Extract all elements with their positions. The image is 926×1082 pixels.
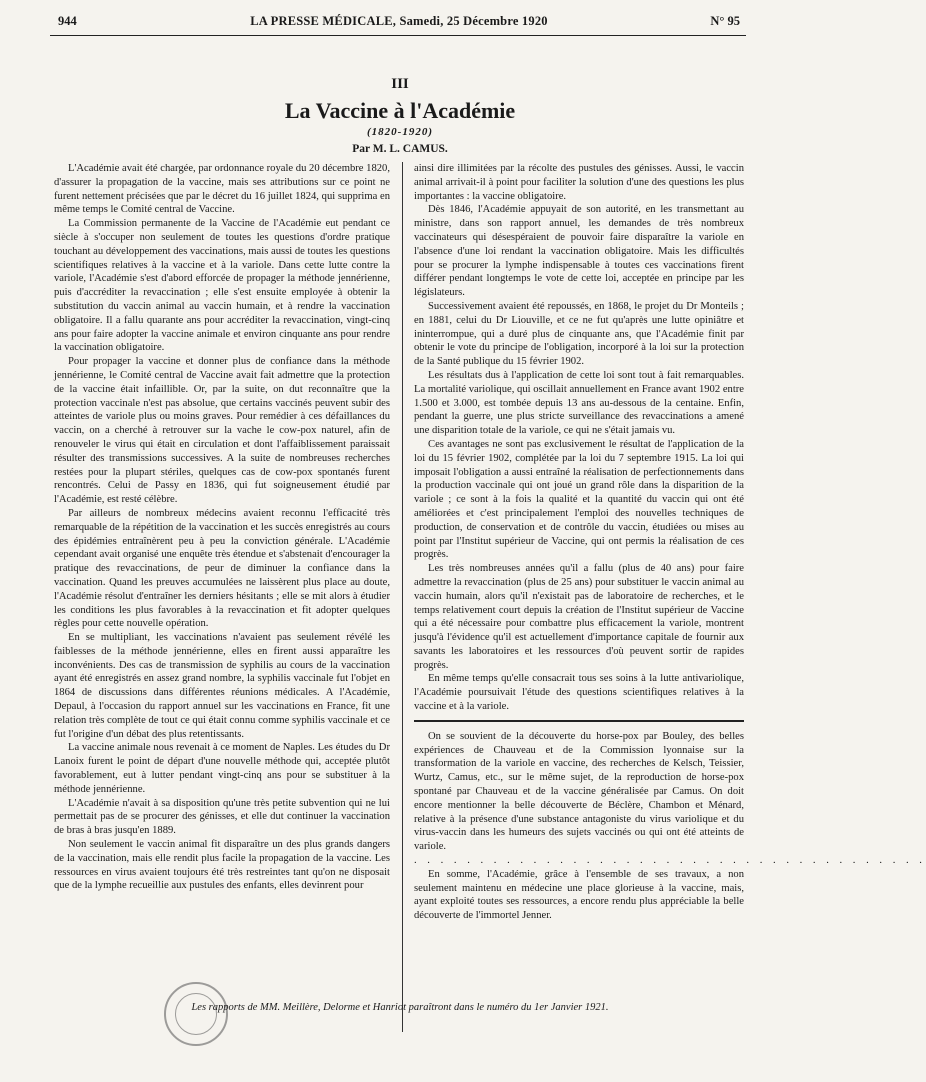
paragraph: En somme, l'Académie, grâce à l'ensemble de ses travaux, a non seulement maintenu en médecine une place glorieuse à la vaccine, mais, ayant exploité toutes ses ressources, a encore rendu plus appréciable la belle découverte de l'immortel Jenner.: [414, 868, 744, 922]
paragraph: La Commission permanente de la Vaccine de l'Académie eut pendant ce siècle à s'occuper non seulement de toutes les questions d'ordre pratique touchant au développement des vaccinations, mais aussi de toutes les questions scientifiques relatives à la vaccine et à la variole. Dans cette lutte contre la variole, l'Académie s'est d'abord efforcée de propager la méthode jennérienne, puis d'accréditer la revaccination ; elle s'est ensuite employée à obtenir la substitution du vaccin animal au vaccin humain, et à rendre la vaccination obligatoire. Il a fallu quarante ans pour accréditer la revaccination, vingt-cinq ans pour faire adopter la vaccine animale et environ cinquante ans pour rendre la vaccination obligatoire.: [54, 218, 390, 354]
library-stamp-icon: [164, 982, 228, 1046]
article-author: Par M. L. CAMUS.: [352, 143, 448, 155]
issue-number: N° 95: [710, 14, 740, 28]
paragraph: Les très nombreuses années qu'il a fallu (plus de 40 ans) pour faire admettre la revaccination (plus de 25 ans) pour substituer le vaccin animal au vaccin humain, alors qu'il n'existait pas de laboratoire de recherches, et le temps relativement court depuis la création de l'Institut supérieur de Vaccine qui a été nécessaire pour combattre plus efficacement la variole, montrent jusqu'à l'évidence qu'il est actuellement d'importance capitale de fournir aux savants les laboratoires et les ressources d'où peuvent sortir de rapides progrès.: [414, 563, 744, 671]
ellipsis-dots: . . . . . . . . . . . . . . . . . . . . . . . . . . . . . . . . . . . . . . .: [414, 855, 926, 867]
right-column: [414, 162, 926, 923]
paragraph: Successivement avaient été repoussés, en 1868, le projet du Dr Monteils ; en 1881, celui du Dr Liouville, et ce ne fut qu'après une lutte opiniâtre et ininterrompue, qui a duré plus de cinquante ans, que l'Académie finit par obtenir le vote du principe de l'obligation, incorporé à la loi sur la protection de la Santé publique du 15 février 1902.: [414, 300, 744, 368]
header-rule: [50, 35, 746, 36]
paragraph: Ces avantages ne sont pas exclusivement le résultat de l'application de la loi du 15 février 1902, complétée par la loi du 7 septembre 1915. La loi qui imposait l'obligation a aussi entraîné la réalisation de perfectionnements dans la production vaccinale qui ont joué un grand rôle dans la disparition de la variole ; ce sont à la fois la qualité et la quantité du vaccin qui ont été améliorées et c'est principalement l'emploi des nouvelles techniques de production, de conservation et de contrôle du vaccin, étudiées ou mises au point par l'Institut supérieur de Vaccine, qui ont permis la réalisation de ces progrès.: [414, 438, 744, 561]
paragraph: L'Académie avait été chargée, par ordonnance royale du 20 décembre 1820, d'assurer la propagation de la vaccine, mais ses attributions sur ce point ne furent nettement précisées que par le décret du 16 juillet 1824, qui supprima en même temps le Comité central de Vaccine.: [54, 163, 390, 216]
paragraph: La vaccine animale nous revenait à ce moment de Naples. Les études du Dr Lanoix furent le point de départ d'une nouvelle méthode qui, acceptée plutôt favorablement, eut à lutter pendant vingt-cinq ans pour se substituer à la méthode jennérienne.: [54, 742, 390, 795]
article-title: La Vaccine à l'Académie: [284, 98, 516, 123]
journal-title: [58, 14, 740, 29]
paragraph: Les résultats dus à l'application de cette loi sont tout à fait remarquables. La mortalité variolique, qui oscillait annuellement en France avant 1902 entre 1.500 et 3.000, est tombée depuis 13 ans au-dessous de la centaine. Enfin, pendant la guerre, une plus stricte surveillance des revaccinations a amené une disparition totale de la variole, ce qui ne s'était jamais vu.: [414, 369, 744, 437]
column-divider: [402, 162, 403, 1032]
section-separator: [414, 720, 744, 722]
paragraph: Dès 1846, l'Académie appuyait de son autorité, en les transmettant au ministre, dans son rapport annuel, les demandes de très nombreux vaccinateurs qui désespéraient de pouvoir faire disparaître la variole en l'absence d'une loi rendant la vaccination obligatoire. Mais les difficultés pour se procurer la lymphe indispensable à toutes ces vaccinations firent différer pendant longtemps le vote de cette loi, acceptée en principe par les législateurs.: [414, 204, 744, 299]
journal-name: LA PRESSE MÉDICALE,: [250, 14, 397, 28]
paragraph: Non seulement le vaccin animal fit disparaître un des plus grands dangers de la vaccination, mais elle rendit plus facile la propagation de la vaccine. Les ressources en virus avaient toujours été très restreintes tant qu'on ne disposait que de la lymphe recueillie aux pustules des enfants, elles devinrent pour: [54, 839, 390, 892]
page-number: 944: [58, 14, 77, 28]
running-header: [58, 14, 740, 32]
paragraph: Pour propager la vaccine et donner plus de confiance dans la méthode jennérienne, le Comité central de Vaccine avait fait admettre que la protection de la vaccine était infaillible. Or, par la suite, on dut reconnaître que la protection vaccinale n'est pas absolue, que certains vaccinés peuvent subir des atteintes de variole plus ou moins graves. Pour remédier à ces défaillances du vaccin, on a cherché à retrouver sur la vache le cow-pox naturel, afin de renouveler le virus qui était en circulation et dont l'affaiblissement paraissait résulter des transmissions successives. A la suite de nombreuses recherches restées pour la plupart stériles, quelques cas de cow-pox spontanés furent rencontrés. Celui de Passy en 1836, qui fut soigneusement étudié par l'Académie, est resté célèbre.: [54, 356, 390, 506]
section-number: III: [391, 76, 409, 92]
issue-date: Samedi, 25 Décembre 1920: [399, 14, 548, 28]
left-column: [54, 162, 390, 893]
paragraph: ainsi dire illimitées par la récolte des pustules des génisses. Aussi, le vaccin animal arrivait-il à point pour faciliter la solution d'une des questions les plus importantes : la vaccine obligatoire.: [414, 163, 744, 202]
paragraph: En se multipliant, les vaccinations n'avaient pas seulement révélé les faiblesses de la méthode jennérienne, elles en firent aussi apparaître les inconvénients. Des cas de transmission de syphilis au cours de la vaccination ayant été enregistrés en assez grand nombre, la syphilis vaccinale fut l'objet en 1864 de discussions dans différentes réunions médicales. A l'Académie, Depaul, à l'occasion du rapport annuel sur les vaccinations en France, fit une relation très complète de tout ce qui était connu comme syphilis vaccinale et ce fut l'origine d'un débat des plus retentissants.: [54, 632, 390, 740]
paragraph: Par ailleurs de nombreux médecins avaient reconnu l'efficacité très remarquable de la répétition de la vaccination et les succès enregistrés au cours des épidémies entraînèrent peu à peu la conviction générale. L'Académie cependant avait organisé une enquête très étendue et s'abstenait d'encourager la pratique des revaccinations, de peur de diminuer la confiance dans la vaccination. Quand les preuves accumulées ne laissèrent plus place au doute, l'Académie résolut d'entraîner les derniers hésitants ; elle se mit alors à étudier les conditions les plus favorables à la revaccination et fit adopter quelques règles pour cette nouvelle opération.: [54, 507, 390, 630]
footnote: Les rapports de MM. Meillère, Delorme et Hanriot paraîtront dans le numéro du 1er Janvier 1921.: [191, 1002, 609, 1013]
paragraph: On se souvient de la découverte du horse-pox par Bouley, des belles expériences de Chauveau et de la Commission lyonnaise sur la transformation de la variole en vaccine, des recherches de Kelsch, Teissier, Wurtz, Camus, etc., sur le même sujet, de la reproduction de horse-pox spontané par Chauveau et de la vaccine généralisée par Camus. On doit encore mentionner la belle découverte de Béclère, Chambon et Ménard, relative à la présence d'une substance antagoniste du virus variolique et du virus-vaccin dans les humeurs des sujets vaccinés ou qui ont été atteints de variole.: [414, 730, 744, 853]
paragraph: L'Académie n'avait à sa disposition qu'une très petite subvention qui ne lui permettait pas de se procurer des génisses, et elle dut continuer la vaccination de bras à bras jusqu'en 1889.: [54, 797, 390, 837]
paragraph: En même temps qu'elle consacrait tous ses soins à la lutte antivariolique, l'Académie poursuivait l'étude des questions scientifiques relatives à la vaccine et à la variole.: [414, 673, 744, 713]
article-years: (1820-1920): [367, 126, 433, 138]
stamp-inner-ring: [175, 993, 217, 1035]
